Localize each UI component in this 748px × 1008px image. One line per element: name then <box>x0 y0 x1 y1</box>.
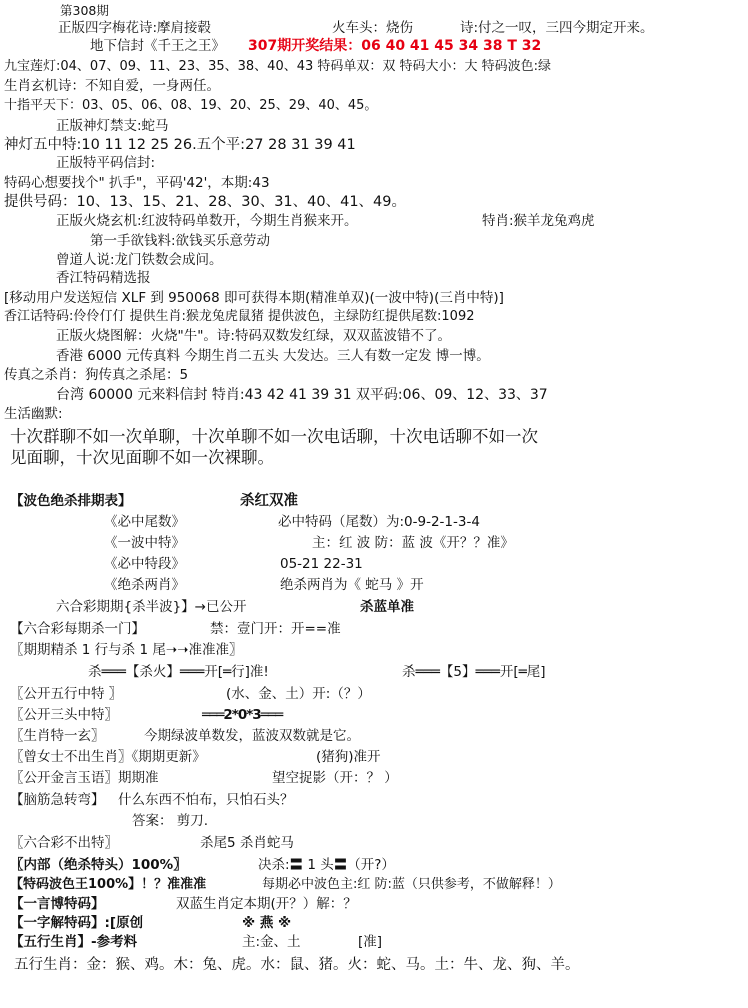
fire-mystery: 正版火烧玄机:红波特码单数开，今期生肖猴来开。 <box>56 213 358 229</box>
hk-fax: 香港 6000 元传真料 今期生肖二五头 大发达。三人有数一定发 博一博。 <box>56 348 490 364</box>
row-colorking-value: 每期必中波色主:红 防:蓝（只供参考，不做解释！） <box>262 877 561 892</box>
lamp-five: 神灯五中特:10 11 12 25 26.五个平:27 28 31 39 41 <box>4 137 356 153</box>
row-kill-fire: 杀═══【杀火】═══开[═行]准! <box>88 664 269 680</box>
train-head: 火车头：烧伤 <box>332 20 413 36</box>
first-hand: 第一手欲钱料:欲钱买乐意劳动 <box>90 233 271 249</box>
special-code-hint: 特码心想要找个" 扒手"，平码'42'，本期:43 <box>4 175 270 191</box>
row-noshow-value: 杀尾5 杀肖蛇马 <box>200 835 294 851</box>
row-wuxing-accurate: [准] <box>358 934 383 950</box>
row-wave-label: 《一波中特》 <box>104 535 185 551</box>
underground-envelope: 地下信封《千王之王》 <box>90 38 225 54</box>
fire-diagram: 正版火烧图解：火烧"牛"。诗:特码双数发红绿，双双蓝波错不了。 <box>56 328 451 344</box>
row-oneword-value: 双蓝生肖定本期(开？）解：？ <box>176 896 357 912</box>
row-halfwave-value: 杀蓝单准 <box>360 599 414 615</box>
fax-kill: 传真之杀肖：狗传真之杀尾：5 <box>4 367 189 383</box>
sms-promo: [移动用户发送短信 XLF 到 950068 即可获得本期(精准单双)(一波中特)(三肖中特)] <box>4 290 504 306</box>
row-kill-five: 杀═══【5】═══开[═尾] <box>402 664 546 680</box>
flat-code-envelope: 正版特平码信封: <box>56 155 156 171</box>
issue-number: 第308期 <box>60 3 109 18</box>
row-kill-label: 《绝杀两肖》 <box>104 577 185 593</box>
ten-fingers: 十指平天下：03、05、06、08、19、20、25、29、40、45。 <box>4 98 378 113</box>
humor-line-1: 十次群聊不如一次单聊，十次单聊不如一次电话聊，十次电话聊不如一次 <box>10 427 538 446</box>
row-segment-value: 05-21 22-31 <box>280 556 363 572</box>
xiangjiang-words: 香江话特码:伶伶仃仃 提供生肖:猴龙兔虎鼠猪 提供波色，主绿防红提供尾数:1092 <box>4 309 475 324</box>
humor-title: 生活幽默: <box>4 406 63 422</box>
provided-numbers: 提供号码：10、13、15、21、28、30、31、40、41、49。 <box>4 194 407 210</box>
row-internal-value: 决杀:〓 1 头〓（开?） <box>258 857 395 873</box>
meihua-poem: 正版四字梅花诗:摩肩接毂 <box>58 20 212 36</box>
nine-lotus: 九宝莲灯:04、07、09、11、23、35、38、40、43 特码单双：双 特码大小：大 特码波色:绿 <box>4 59 552 74</box>
row-elements-label: 〖公开五行中特 〗 <box>10 686 123 702</box>
row-riddle-answer: 答案： 剪刀. <box>132 813 209 829</box>
taiwan-envelope: 台湾 60000 元来料信封 特肖:43 42 41 39 31 双平码:06、09、12、33、37 <box>56 387 548 403</box>
row-internal-label: 〖内部（绝杀特头）100%〗 <box>10 857 187 873</box>
row-tail-label: 《必中尾数》 <box>104 514 185 530</box>
last-draw-result: 307期开奖结果：06 40 41 45 34 38 T 32 <box>248 38 542 54</box>
row-segment-label: 《必中特段》 <box>104 556 185 572</box>
row-tail-value: 必中特码（尾数）为:0-9-2-1-3-4 <box>278 514 480 530</box>
master-says: 曾道人说:龙门铁数会成问。 <box>56 252 223 268</box>
row-noshow-label: 〖六合彩不出特〗 <box>10 835 118 851</box>
row-oneword-label: 【一言博特码】 <box>10 896 105 912</box>
row-colorking-label: 【特码波色王100%】！？准准准 <box>10 877 207 892</box>
table-header-right: 杀红双准 <box>240 493 298 509</box>
row-onechar-value: ※ 燕 ※ <box>242 915 292 931</box>
row-zeng-label: 〖曾女士不出生肖〗《期期更新》 <box>10 749 206 765</box>
row-riddle-label: 【脑筋急转弯】 <box>10 792 105 808</box>
row-elements-value: (水、金、土）开:（？） <box>226 686 371 702</box>
row-golden-label: 〖公开金言玉语〗期期准 <box>10 770 159 786</box>
zodiac-poem: 生肖玄机诗：不知自爱，一身两任。 <box>4 78 220 94</box>
row-wuxing-list: 五行生肖：金：猴、鸡。木：兔、虎。水：鼠、猪。火：蛇、马。土：牛、龙、狗、羊。 <box>14 957 580 973</box>
row-zeng-value: (猪狗)准开 <box>316 749 381 765</box>
row-onechar-label: 【一字解特码】:[原创 <box>10 915 144 931</box>
row-row-tail: 〖期期精杀 1 行与杀 1 尾➝➝准准准〗 <box>10 642 243 658</box>
row-kill-value: 绝杀两肖为《 蛇马 》开 <box>280 577 424 593</box>
row-mystery-label: 〖生肖特一玄〗 <box>10 728 105 744</box>
row-heads-value: ═══2*0*3═══ <box>202 707 283 723</box>
poem-line: 诗:付之一叹，三四今期定开来。 <box>460 20 654 36</box>
table-header: 【波色绝杀排期表】 <box>10 493 132 509</box>
row-golden-value: 望空捉影（开：？ ） <box>272 770 398 786</box>
row-door-value: 禁：壹门开：开==准 <box>210 621 341 637</box>
row-wuxing-main: 主:金、土 <box>242 934 301 950</box>
row-wuxing-label: 【五行生肖】-参考料 <box>10 934 138 950</box>
row-wave-value: 主：红 波 防：蓝 波《开？？准》 <box>312 535 514 551</box>
row-halfwave-label: 六合彩期期{杀半波}】→已公开 <box>56 599 247 615</box>
row-mystery-value: 今期绿波单数发，蓝波双数就是它。 <box>144 728 360 744</box>
row-heads-label: 〖公开三头中特〗 <box>10 707 118 723</box>
selection-title: 香江特码精选报 <box>56 270 151 286</box>
special-zodiac: 特肖:猴羊龙兔鸡虎 <box>482 213 595 229</box>
row-riddle-value: 什么东西不怕布，只怕石头？ <box>118 792 294 808</box>
lamp-ban: 正版神灯禁支:蛇马 <box>56 118 169 134</box>
row-door-label: 【六合彩每期杀一门】 <box>10 621 145 637</box>
humor-line-2: 见面聊，十次见面聊不如一次裸聊。 <box>10 448 274 467</box>
